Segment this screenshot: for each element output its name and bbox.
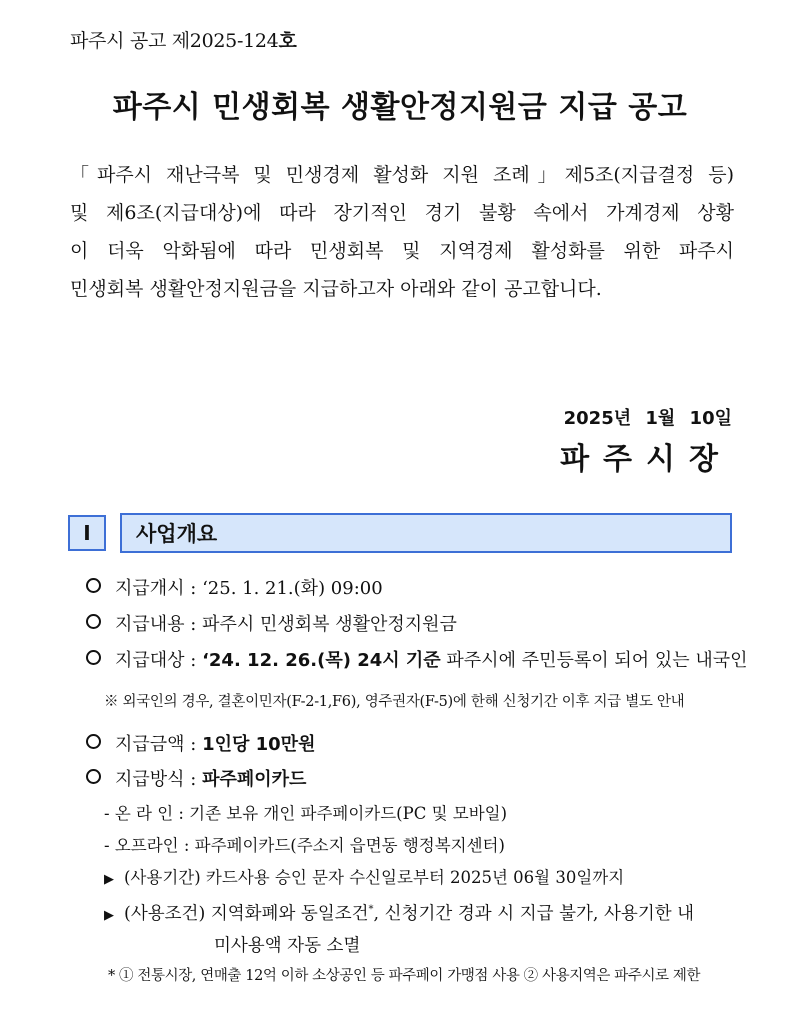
item-bold-value: 파주페이카드 — [202, 769, 307, 790]
item-label: 지급방식 : — [115, 769, 203, 790]
item-label: 지급내용 : — [115, 614, 203, 635]
sub-item-period-text: (사용기간) 카드사용 승인 문자 수신일로부터 2025년 06월 30일까지 — [124, 868, 625, 887]
sub-item-online: - 온 라 인 : 기존 보유 개인 파주페이카드(PC 및 모바일) — [104, 804, 508, 823]
notice-date: 2025년 1월 10일 — [563, 408, 732, 429]
target-note: ※ 외국인의 경우, 결혼이민자(F-2-1,F6), 영주권자(F-5)에 한해 신청기간 이후 지급 별도 안내 — [104, 694, 685, 710]
item-label: 지급개시 : — [115, 578, 203, 599]
section-title: 사업개요 — [120, 513, 732, 553]
triangle-right-icon: ▶ — [104, 908, 114, 923]
item-method — [86, 765, 306, 791]
item-label: 지급대상 : — [115, 650, 203, 671]
circle-bullet-icon — [86, 769, 101, 784]
sub-item-condition — [104, 900, 694, 925]
circle-bullet-icon — [86, 650, 101, 665]
notice-number-prefix: 파주시 공고 제2025-124 — [70, 30, 279, 52]
mayor-signature: 파주시장 — [560, 442, 732, 477]
item-bold-value: 1인당 10만원 — [202, 734, 316, 755]
condition-text-b: , 신청기간 경과 시 지급 불가, 사용기한 내 — [373, 904, 695, 924]
item-start — [86, 574, 383, 600]
condition-star: * — [368, 904, 374, 916]
notice-number-suffix: 호 — [278, 30, 297, 52]
section-number: I — [68, 515, 106, 551]
intro-line: 및 제6조(지급대상)에 따라 장기적인 경기 불황 속에서 가계경제 상황 — [70, 202, 734, 224]
item-value: ‘25. 1. 21.(화) 09:00 — [202, 578, 383, 599]
triangle-right-icon: ▶ — [104, 872, 114, 887]
notice-number — [70, 26, 297, 53]
page-title: 파주시 민생회복 생활안정지원금 지급 공고 — [112, 90, 688, 125]
sub-item-offline: - 오프라인 : 파주페이카드(주소지 읍면동 행정복지센터) — [104, 836, 505, 855]
sub-item-condition-cont: 미사용액 자동 소멸 — [214, 936, 361, 956]
circle-bullet-icon — [86, 734, 101, 749]
item-target — [86, 646, 748, 672]
circle-bullet-icon — [86, 578, 101, 593]
sub-item-period — [104, 864, 624, 888]
item-value: 파주시 민생회복 생활안정지원금 — [202, 614, 457, 635]
circle-bullet-icon — [86, 614, 101, 629]
intro-line: 이 더욱 악화됨에 따라 민생회복 및 지역경제 활성화를 위한 파주시 — [70, 240, 734, 262]
condition-text-a: (사용조건) 지역화폐와 동일조건 — [124, 904, 369, 924]
item-label: 지급금액 : — [115, 734, 203, 755]
item-bold-value: ‘24. 12. 26.(목) 24시 기준 — [202, 650, 441, 671]
intro-line: 「파주시 재난극복 및 민생경제 활성화 지원 조례」제5조(지급결정 등) — [70, 164, 734, 186]
item-value: 파주시에 주민등록이 되어 있는 내국인 — [440, 650, 748, 671]
footnote: * ① 전통시장, 연매출 12억 이하 소상공인 등 파주페이 가맹점 사용 ② 사용지역은 파주시로 제한 — [108, 968, 701, 984]
intro-line: 민생회복 생활안정지원금을 지급하고자 아래와 같이 공고합니다. — [70, 278, 602, 300]
item-content — [86, 610, 457, 636]
item-amount — [86, 730, 315, 756]
intro-paragraph — [70, 156, 734, 308]
